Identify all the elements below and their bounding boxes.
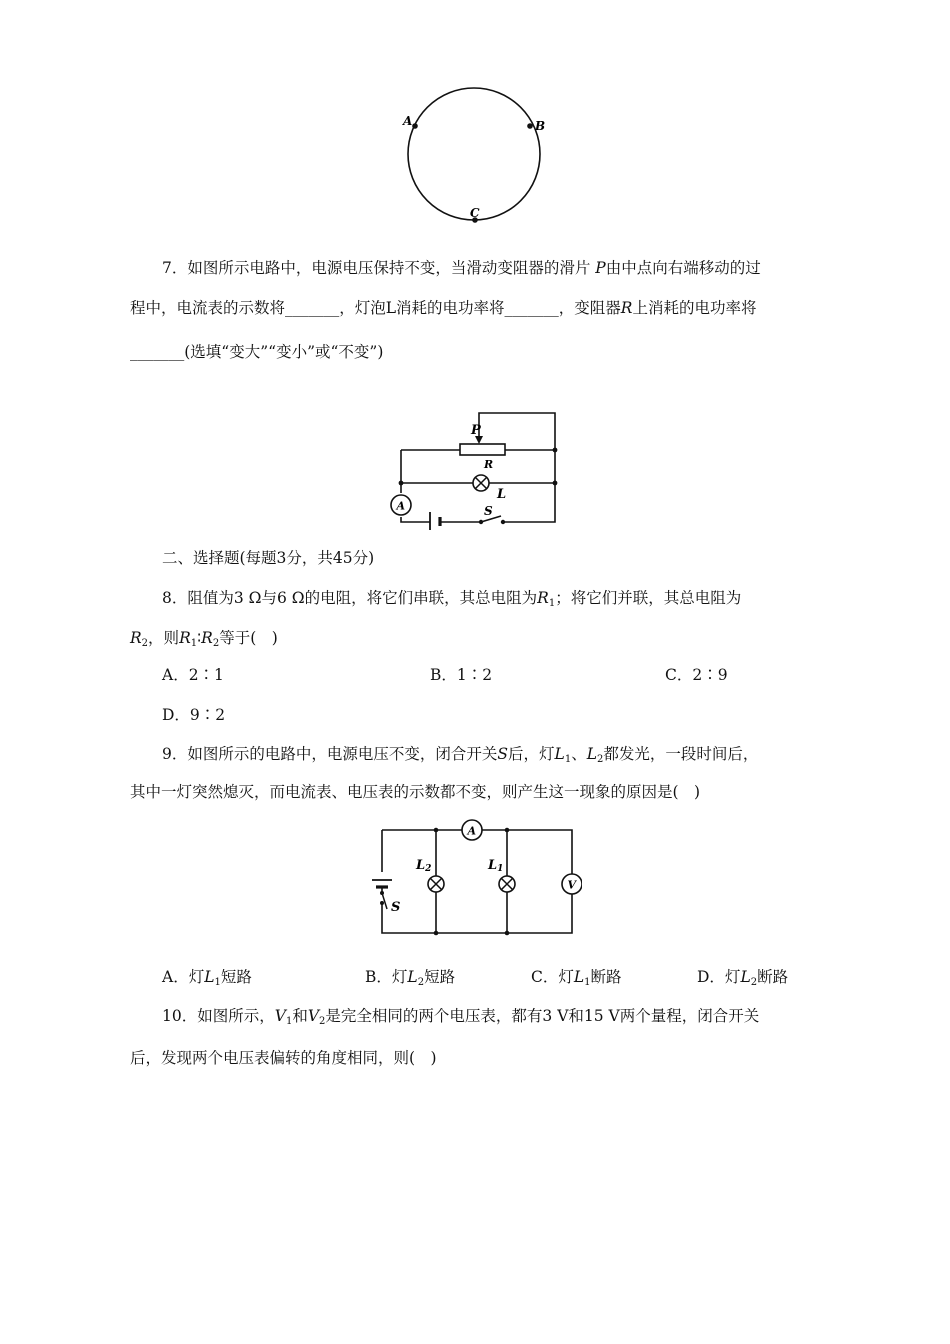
switch-icon bbox=[380, 891, 387, 909]
label-s: S bbox=[391, 900, 401, 915]
q8-line-1: 8．阻值为3 Ω与6 Ω的电阻，将它们串联，其总电阻为$R_1$；将它们并联，其总电阻为 bbox=[162, 589, 742, 609]
q9-option-b[interactable]: B．灯$L_2$短路 bbox=[365, 968, 456, 988]
svg-text:A: A bbox=[467, 824, 477, 838]
battery-icon bbox=[430, 512, 440, 530]
q7-line-1: 7．如图所示电路中，电源电压保持不变，当滑动变阻器的滑片 P由中点向右端移动的过 bbox=[162, 259, 761, 277]
ammeter-icon bbox=[462, 820, 482, 840]
rheostat bbox=[460, 444, 505, 455]
label-p: P bbox=[471, 423, 481, 438]
q9-line-1: 9．如图所示的电路中，电源电压不变，闭合开关S后，灯$L_1$、$L_2$都发光，一段时间后， bbox=[162, 745, 759, 765]
label-l2: L2 bbox=[416, 858, 432, 874]
q8-option-b[interactable]: B．1∶2 bbox=[430, 666, 493, 684]
section-2-title: 二、选择题(每题3分，共45分) bbox=[162, 549, 375, 567]
label-l: L bbox=[497, 487, 507, 502]
point-a bbox=[412, 123, 418, 129]
q9-option-a[interactable]: A．灯$L_1$短路 bbox=[162, 968, 252, 988]
label-a: A bbox=[403, 114, 413, 128]
svg-text:V: V bbox=[567, 878, 577, 892]
point-b bbox=[527, 123, 533, 129]
q9-option-d[interactable]: D．灯$L_2$断路 bbox=[697, 968, 789, 988]
ammeter-icon bbox=[391, 495, 411, 515]
label-r: R bbox=[484, 458, 494, 471]
q8-line-2: $R_2$，则$R_1∶R_2$等于( ) bbox=[130, 629, 278, 649]
label-l1: L1 bbox=[488, 858, 504, 874]
q7-line-3: _______(选填“变大”“变小”或“不变”) bbox=[130, 343, 384, 361]
q9-option-c[interactable]: C．灯$L_1$断路 bbox=[531, 968, 622, 988]
q8-option-a[interactable]: A．2∶1 bbox=[162, 666, 224, 684]
label-s: S bbox=[484, 504, 493, 518]
q8-option-d[interactable]: D．9∶2 bbox=[162, 706, 226, 724]
lamp-icon bbox=[473, 475, 489, 491]
q7-circuit-diagram bbox=[385, 408, 570, 530]
q9-line-2: 其中一灯突然熄灭，而电流表、电压表的示数都不变，则产生这一现象的原因是( ) bbox=[130, 783, 701, 801]
q8-option-c[interactable]: C．2∶9 bbox=[665, 666, 728, 684]
voltmeter-icon bbox=[562, 874, 582, 894]
label-c: C bbox=[470, 206, 480, 220]
q10-line-1: 10．如图所示，$V_1$和$V_2$是完全相同的两个电压表，都有3 V和15 V两个量程，闭合开关 bbox=[162, 1007, 760, 1027]
circle-path bbox=[408, 88, 540, 220]
lamp-l1-icon bbox=[499, 876, 515, 892]
q9-circuit-diagram bbox=[360, 817, 582, 939]
q7-line-2: 程中，电流表的示数将_______，灯泡L消耗的电功率将_______，变阻器R上消耗的电功率将 bbox=[130, 299, 757, 317]
label-b: B bbox=[535, 119, 546, 133]
circle-figure bbox=[395, 85, 555, 230]
svg-text:A: A bbox=[396, 499, 406, 513]
lamp-l2-icon bbox=[428, 876, 444, 892]
q10-line-2: 后，发现两个电压表偏转的角度相同，则( ) bbox=[130, 1049, 437, 1067]
